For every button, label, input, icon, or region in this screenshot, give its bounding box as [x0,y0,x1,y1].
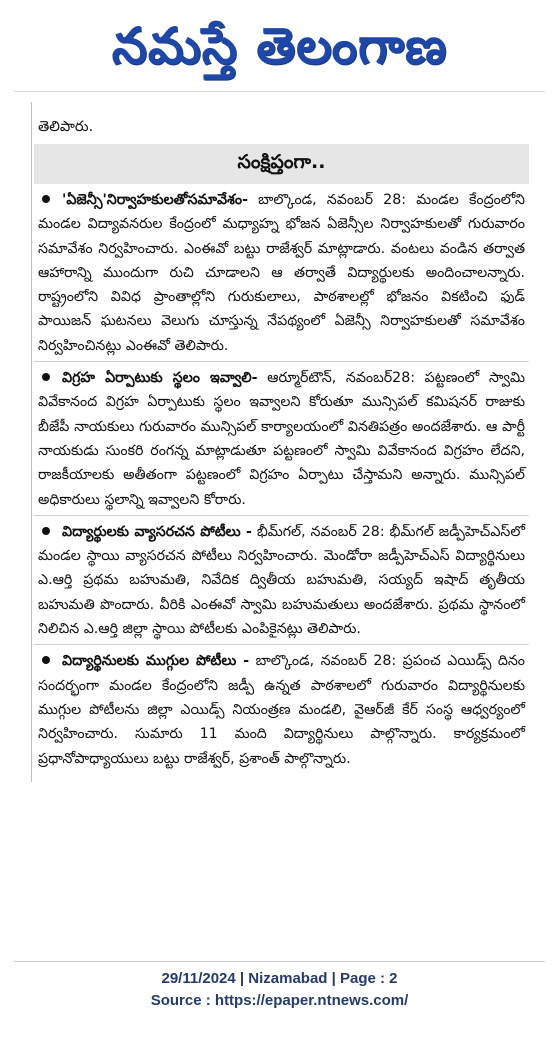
item-divider [34,361,529,362]
masthead [14,13,545,92]
news-item-headline: విగ్రహ ఏర్పాటుకు స్థలం ఇవ్వాలి- [62,370,258,387]
news-item-headline: 'ఏజెన్సీ'నిర్వాహకులతోసమావేశం- [62,192,249,208]
bullet-icon [42,195,50,203]
news-item-headline: విద్యార్థులకు వ్యాసరచన పోటీలు - [62,523,252,540]
edition-meta: 29/11/2024 | Nizamabad | Page : 2 [161,970,398,987]
article-column [31,102,529,782]
bullet-icon [42,656,50,664]
news-item-4 [34,649,529,770]
news-item-body: బాల్కొండ, నవంబర్ 28: ప్రపంచ ఎయిడ్స్ దినం సందర్భంగా మండల కేంద్రంలోని జడ్పీ ఉన్నత పాఠశాలలో గురువారం విద్యార్థినులకు ముగ్గుల పోటీలను జిల్లా ఎయిడ్స్ నియంత్రణ మండలి, వైఆర్‌జీ కేర్ సంస్థ ఆధ్వర్యంలో నిర్వహించారు. సుమారు 11 మంది విద్యార్థినులు పాల్గొన్నారు. కార్యక్రమంలో ప్రధానోపాధ్యాయులు బట్టు రాజేశ్వర్, ప్రశాంత్ పాల్గొన్నారు. [38,653,525,767]
bullet-icon [42,373,50,381]
cropped-text-line [34,102,529,114]
news-item-2 [34,366,529,512]
item-divider [34,515,529,516]
news-item-body: భీమ్‌గల్, నవంబర్ 28: భీమ్‌గల్ జడ్పీహెచ్ఎస్‌లో మండల స్థాయి వ్యాసరచన పోటీలు నిర్వహించారు. మెండోరా జడ్పీహెచ్ఎస్ విద్యార్థినులు ఎ.ఆర్తి ప్రథమ బహుమతి, నివేదిక ద్వితీయ బహుమతి, సయ్యద్ ఇషాద్ తృతీయ బహుమతి పొందారు. వీరికి ఎంఈవో స్వామి బహుమతులు అందజేశారు. ప్రథమ స్థానంలో నిలిచిన ఎ.ఆర్తి జిల్లా స్థాయి పోటీలకు ఎంపికైనట్లు తెలిపారు. [38,523,525,638]
news-item-body: ఆర్మూర్‌టౌన్, నవంబర్28: పట్టణంలో స్వామి వివేకానంద విగ్రహ ఏర్పాటుకు స్థలం ఇవ్వాలని కోరుతూ మున్సిపల్ కమిషనర్ రాజుకు బీజేపీ నాయకులు గురువారం మున్సిపల్ కార్యాలయంలో వినతిపత్రం అందజేశారు. ఆ పార్టీ నాయకుడు సుంకరి రంగన్న మాట్లాడుతూ పట్టణంలో స్వామి వివేకానంద విగ్రహం లేదని, రాజకీయాలకు అతీతంగా పట్టణంలో విగ్రహం ఏర్పాటు చేస్తామని అన్నారు. మున్సిపల్ అధికారులు స్థలాన్ని ఇవ్వాలని కోరారు. [38,370,525,508]
news-item-body: బాల్కొండ, నవంబర్ 28: మండల కేంద్రంలోని మండల విద్యావనరుల కేంద్రంలో మధ్యాహ్న భోజన ఏజెన్సీల నిర్వాహకులతో గురువారం సమావేశం నిర్వహించారు. ఎంఈవో బట్టు రాజేశ్వర్ మాట్లాడారు. వంటలు వండిన తర్వాత ఆహారాన్ని ముందుగా రుచి చూడాలని ఆ తర్వాతే విద్యార్థులకు అందించాలన్నారు. రాష్ట్రంలోని వివిధ ప్రాంతాల్లోని గురుకులాలు, పాఠశాలల్లో భోజనం వికటించి ఫుడ్ పాయిజన్ ఘటనలు వెలుగు చూస్తున్న నేపథ్యంలో ఏజెన్సీ నిర్వాహకులతో సమావేశం నిర్వహించినట్లు ఎంఈవో తెలిపారు. [38,192,525,354]
cropped-text-line [34,773,529,782]
previous-article-tail: తెలిపారు. [38,119,94,135]
newspaper-logo: నమస్తే తెలంగాణ [111,16,448,75]
page-footer [14,961,545,1012]
item-divider [34,644,529,645]
epaper-clipping [14,13,545,1013]
source-line: Source : https://epaper.ntnews.com/ [150,992,409,1009]
news-item-headline: విద్యార్థినులకు ముగ్గుల పోటీలు - [62,653,250,670]
section-heading: సంక్షిప్తంగా.. [34,144,529,184]
news-item-3 [34,520,529,641]
news-item-1 [34,188,529,358]
bullet-icon [42,527,50,535]
